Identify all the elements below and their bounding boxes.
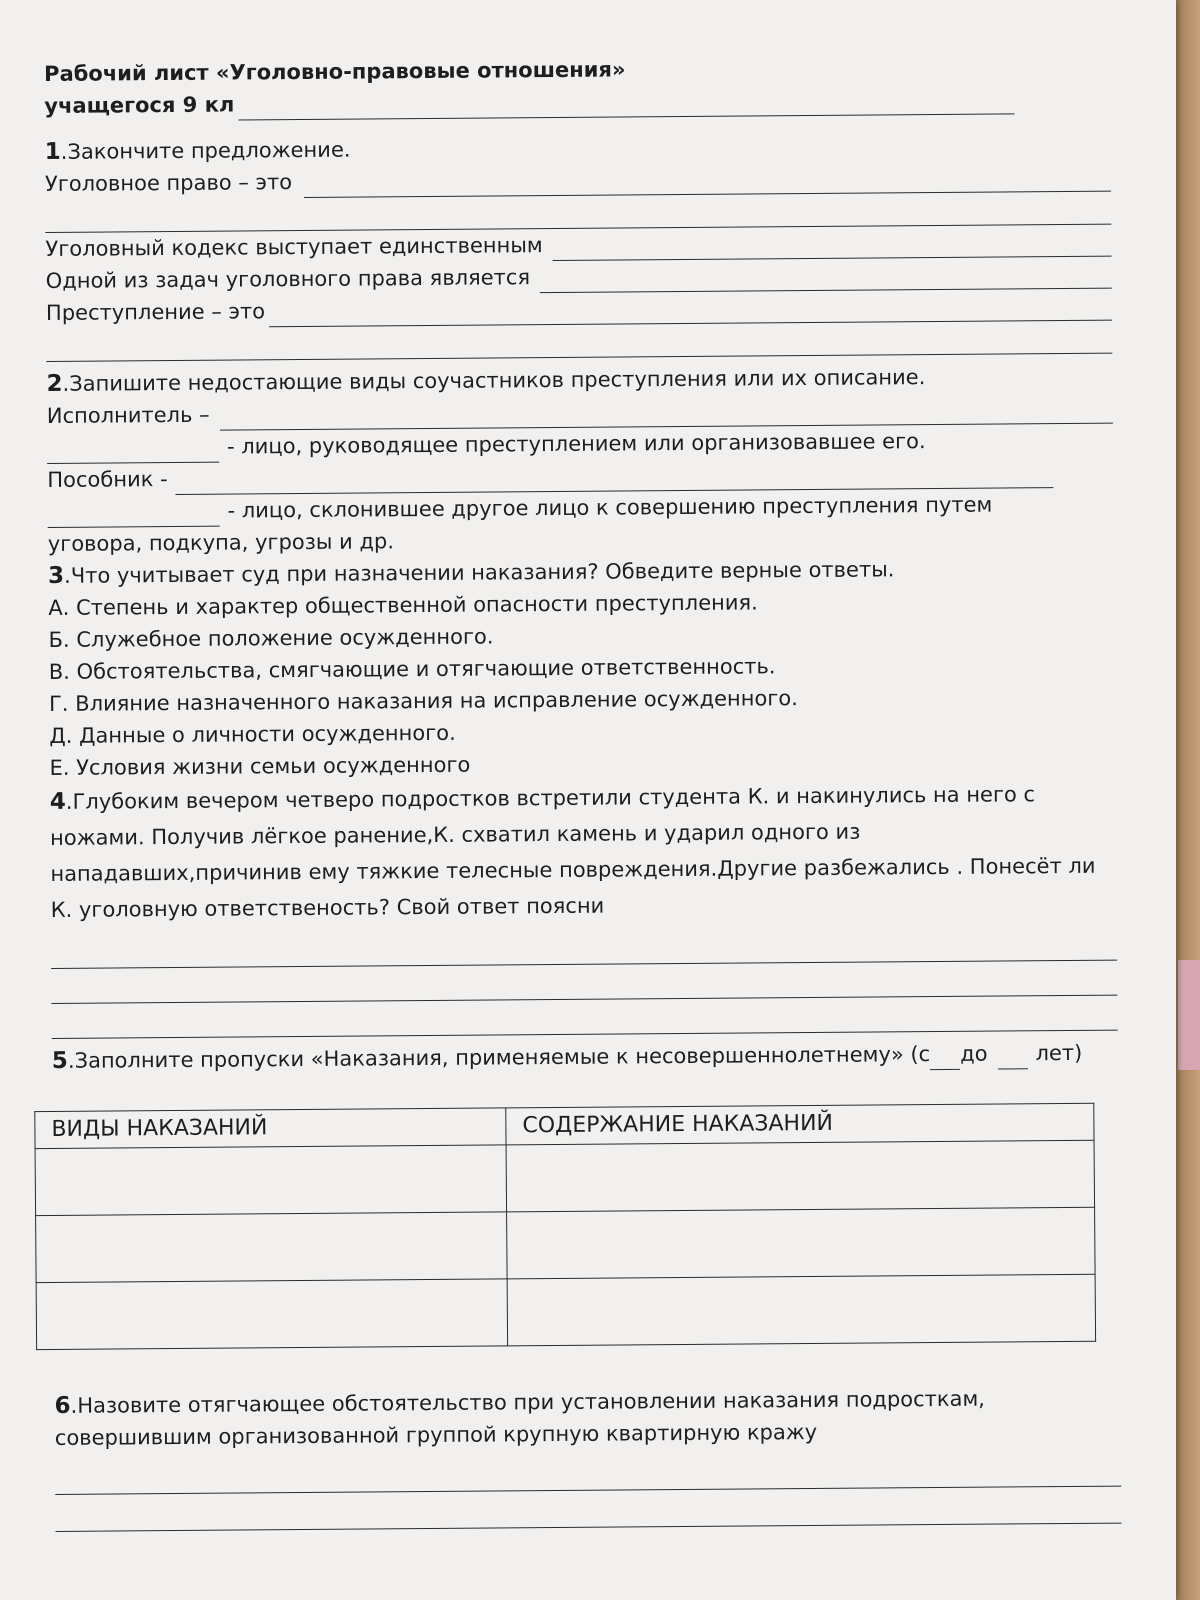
task2-executor-label: Исполнитель – bbox=[46, 402, 210, 428]
table-cell-type-3[interactable] bbox=[36, 1279, 508, 1350]
task3-prompt: .Что учитывает суд при назначении наказания? Обведите верные ответы. bbox=[63, 557, 895, 588]
table-header-types: ВИДЫ НАКАЗАНИЙ bbox=[35, 1108, 506, 1149]
worksheet-content bbox=[44, 50, 1122, 1532]
table-cell-content-2[interactable] bbox=[507, 1207, 1096, 1279]
task2-prompt: .Запишите недостающие виды соучастников преступления или их описание. bbox=[62, 365, 926, 396]
task1-item-2-answer[interactable] bbox=[553, 234, 1112, 261]
task3-option-g-text: Г. Влияние назначенного наказания на исправление осужденного. bbox=[48, 686, 798, 716]
task1-item-2-label: Уголовный кодекс выступает единственным bbox=[45, 233, 543, 261]
student-label: учащегося 9 кл bbox=[44, 92, 235, 118]
task2-organizer-answer[interactable] bbox=[47, 440, 219, 464]
task2-instigator-description-cont: уговора, подкупа, угрозы и др. bbox=[47, 529, 395, 556]
task5-number: 5 bbox=[51, 1047, 68, 1074]
task2-organizer-description: - лицо, руководящее преступлением или организовавшее его. bbox=[226, 429, 926, 459]
task5-age-to-field[interactable] bbox=[997, 1046, 1027, 1069]
table-cell-content-3[interactable] bbox=[507, 1274, 1096, 1346]
task2-instigator-answer[interactable] bbox=[48, 504, 220, 528]
task1-item-3-label: Одной из задач уголовного права является bbox=[45, 265, 531, 293]
task1-number: 1 bbox=[44, 138, 61, 165]
task3-option-e-text: Е. Условия жизни семьи осужденного bbox=[49, 752, 471, 780]
pink-object bbox=[1178, 960, 1200, 1070]
task2-accomplice-label: Пособник - bbox=[47, 467, 168, 492]
task3-option-a-text: А. Степень и характер общественной опасности преступления. bbox=[48, 590, 758, 620]
task5-end: лет) bbox=[1035, 1040, 1083, 1066]
task1-item-3-answer[interactable] bbox=[540, 266, 1112, 293]
task1-item-1-label: Уголовное право – это bbox=[44, 170, 293, 196]
task5-prompt: .Заполните пропуски «Наказания, применяемые к несовершеннолетнему» (с bbox=[67, 1042, 931, 1073]
table-cell-content-1[interactable] bbox=[506, 1140, 1095, 1212]
task4-text: .Глубоким вечером четверо подростков встретили студента К. и накинулись на него с ножами. Получив лёгкое ранение,К. схватил камень и ударил одного из нападавших,причинив ему тяжкие телесные повреждения.Другие разбежались . Понесёт ли К. уголовную ответственость? Свой ответ поясни bbox=[50, 782, 1096, 922]
task5-age-from-field[interactable] bbox=[930, 1047, 960, 1070]
task3-number: 3 bbox=[47, 562, 65, 589]
table-row bbox=[36, 1207, 1095, 1282]
task4-number: 4 bbox=[49, 788, 66, 815]
task3-option-v-text: В. Обстоятельства, смягчающие и отягчающие ответственность. bbox=[48, 654, 776, 684]
task5-mid: до bbox=[960, 1041, 988, 1066]
table-row bbox=[35, 1140, 1094, 1215]
task3-option-d-text: Д. Данные о личности осужденного. bbox=[49, 720, 456, 748]
task6-number: 6 bbox=[54, 1392, 71, 1419]
task1-prompt: .Закончите предложение. bbox=[60, 137, 351, 164]
worksheet-title-text: Рабочий лист «Уголовно-правовые отношения» bbox=[44, 57, 626, 86]
task3-option-b-text: Б. Служебное положение осужденного. bbox=[48, 624, 494, 652]
desk-background bbox=[1174, 0, 1200, 1600]
task2-number: 2 bbox=[46, 370, 63, 397]
table-cell-type-1[interactable] bbox=[35, 1145, 507, 1216]
task4-question bbox=[50, 776, 1117, 928]
task6-answer-line-2[interactable] bbox=[55, 1487, 1121, 1532]
task1-item-4-label: Преступление – это bbox=[45, 299, 266, 325]
table-cell-type-2[interactable] bbox=[36, 1212, 508, 1283]
table-header-content: СОДЕРЖАНИЕ НАКАЗАНИЙ bbox=[506, 1103, 1094, 1145]
task6-prompt-cont: совершившим организованной группой крупную квартирную кражу bbox=[54, 1419, 818, 1450]
task6-prompt: .Назовите отягчающее обстоятельство при установлении наказания подросткам, bbox=[70, 1386, 986, 1418]
punishments-table bbox=[34, 1103, 1096, 1350]
table-row bbox=[36, 1274, 1095, 1349]
task2-instigator-description: - лицо, склонившее другое лицо к совершению преступления путем bbox=[227, 492, 993, 523]
